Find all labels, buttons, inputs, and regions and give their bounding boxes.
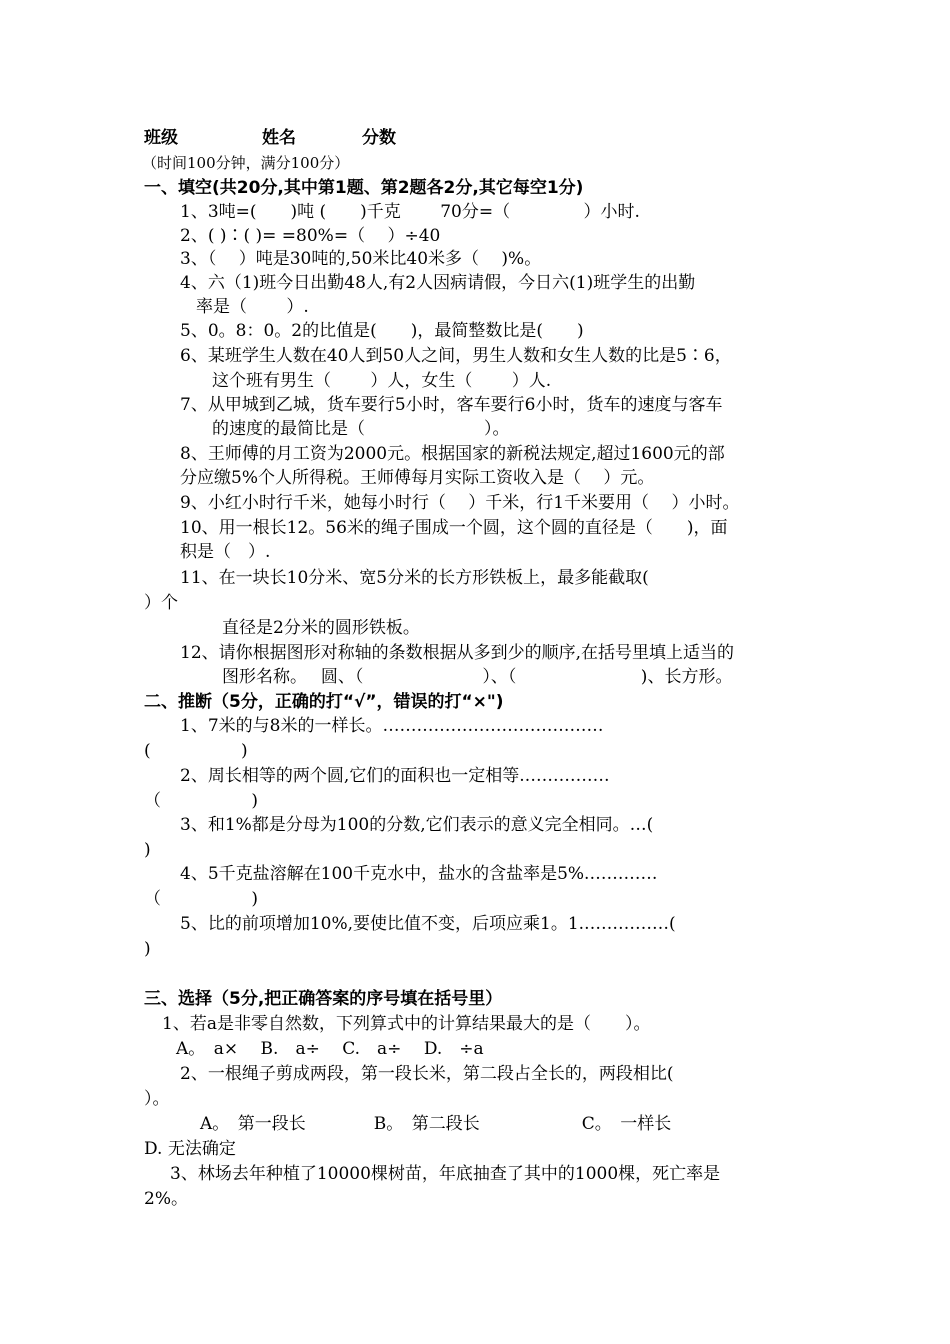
s1-line: 5、0。8：0。2的比值是( )，最简整数比是( ) <box>180 321 584 341</box>
time-note: （时间100分钟，满分100分） <box>142 154 350 172</box>
s2-line: 2、周长相等的两个圆,它们的面积也一定相等.…………… <box>180 766 610 786</box>
s1-line: 积是（ ）. <box>180 542 271 562</box>
s1-line: 直径是2分米的圆形铁板。 <box>222 618 420 638</box>
s3-line: 1、若a是非零自然数，下列算式中的计算结果最大的是（ ）。 <box>162 1014 651 1034</box>
s2-line: （ ) <box>144 889 259 909</box>
s1-line: 分应缴5%个人所得税。王师傅每月实际工资收入是（ ）元。 <box>180 468 655 488</box>
s3-line: 3、林场去年种植了10000棵树苗，年底抽查了其中的1000棵，死亡率是 <box>170 1164 721 1184</box>
s2-line: 5、比的前项增加10%,要使比值不变，后项应乘1。1.……………( <box>180 914 676 934</box>
s1-line: 的速度的最简比是（ ）。 <box>212 419 510 439</box>
s1-line: ）个 <box>144 593 178 613</box>
s1-line: 3、（ ）吨是30吨的,50米比40米多（ )%。 <box>180 249 542 269</box>
s1-line: 9、小红小时行千米，她每小时行（ ）千米，行1千米要用（ ）小时。 <box>180 493 740 513</box>
section3-title: 三、选择（5分,把正确答案的序号填在括号里） <box>144 989 503 1009</box>
section2-title: 二、推断（5分，正确的打“√”，错误的打“×") <box>144 692 504 712</box>
s1-line: 10、用一根长12。56米的绳子围成一个圆，这个圆的直径是（ )，面 <box>180 518 728 538</box>
s3-line: A。 第一段长 B。 第二段长 C。 一样长 <box>200 1114 672 1134</box>
s1-line: 图形名称。 圆、（ ）、（ )、长方形。 <box>222 667 733 687</box>
s2-line: ) <box>144 840 151 860</box>
s2-line: ( ) <box>144 741 248 761</box>
s1-line: 7、从甲城到乙城，货车要行5小时，客车要行6小时，货车的速度与客车 <box>180 395 723 415</box>
header-name-label: 姓名 <box>262 128 296 148</box>
s3-line: A。 a× B. a÷ C. a÷ D. ÷a <box>176 1039 484 1059</box>
s1-line: 1、3吨=( )吨 ( )千克 70分=（ ）小时. <box>180 202 640 222</box>
s1-line: 6、某班学生人数在40人到50人之间，男生人数和女生人数的比是5∶6， <box>180 346 732 366</box>
s3-line: 2%。 <box>144 1189 188 1209</box>
s1-line: 12、请你根据图形对称轴的条数根据从多到少的顺序,在括号里填上适当的 <box>180 643 735 663</box>
s1-line: 8、王师傅的月工资为2000元。根据国家的新税法规定,超过1600元的部 <box>180 444 725 464</box>
s1-line: 4、六（1)班今日出勤48人,有2人因病请假，今日六(1)班学生的出勤 <box>180 273 696 293</box>
s1-line: 2、( )∶( )= =80%=（ ）÷40 <box>180 226 441 246</box>
s1-line: 率是（ ）. <box>196 297 309 317</box>
s2-line: ) <box>144 939 151 959</box>
header-score-label: 分数 <box>362 128 396 148</box>
s2-line: 1、7米的与8米的一样长。………………………………… <box>180 716 604 736</box>
section1-title: 一、填空(共20分,其中第1题、第2题各2分,其它每空1分) <box>144 178 584 198</box>
s3-line: ）。 <box>144 1089 170 1109</box>
s3-line: D. 无法确定 <box>144 1139 236 1159</box>
s2-line: （ ) <box>144 791 259 811</box>
header-class-label: 班级 <box>144 128 178 148</box>
s1-line: 这个班有男生（ ）人，女生（ ）人. <box>212 371 552 391</box>
s2-line: 4、5千克盐溶解在100千克水中，盐水的含盐率是5%.………… <box>180 864 658 884</box>
s3-line: 2、一根绳子剪成两段，第一段长米，第二段占全长的，两段相比( <box>180 1064 674 1084</box>
s1-line: 11、在一块长10分米、宽5分米的长方形铁板上，最多能截取( <box>180 568 649 588</box>
s2-line: 3、和1%都是分母为100的分数,它们表示的意义完全相同。…( <box>180 815 654 835</box>
